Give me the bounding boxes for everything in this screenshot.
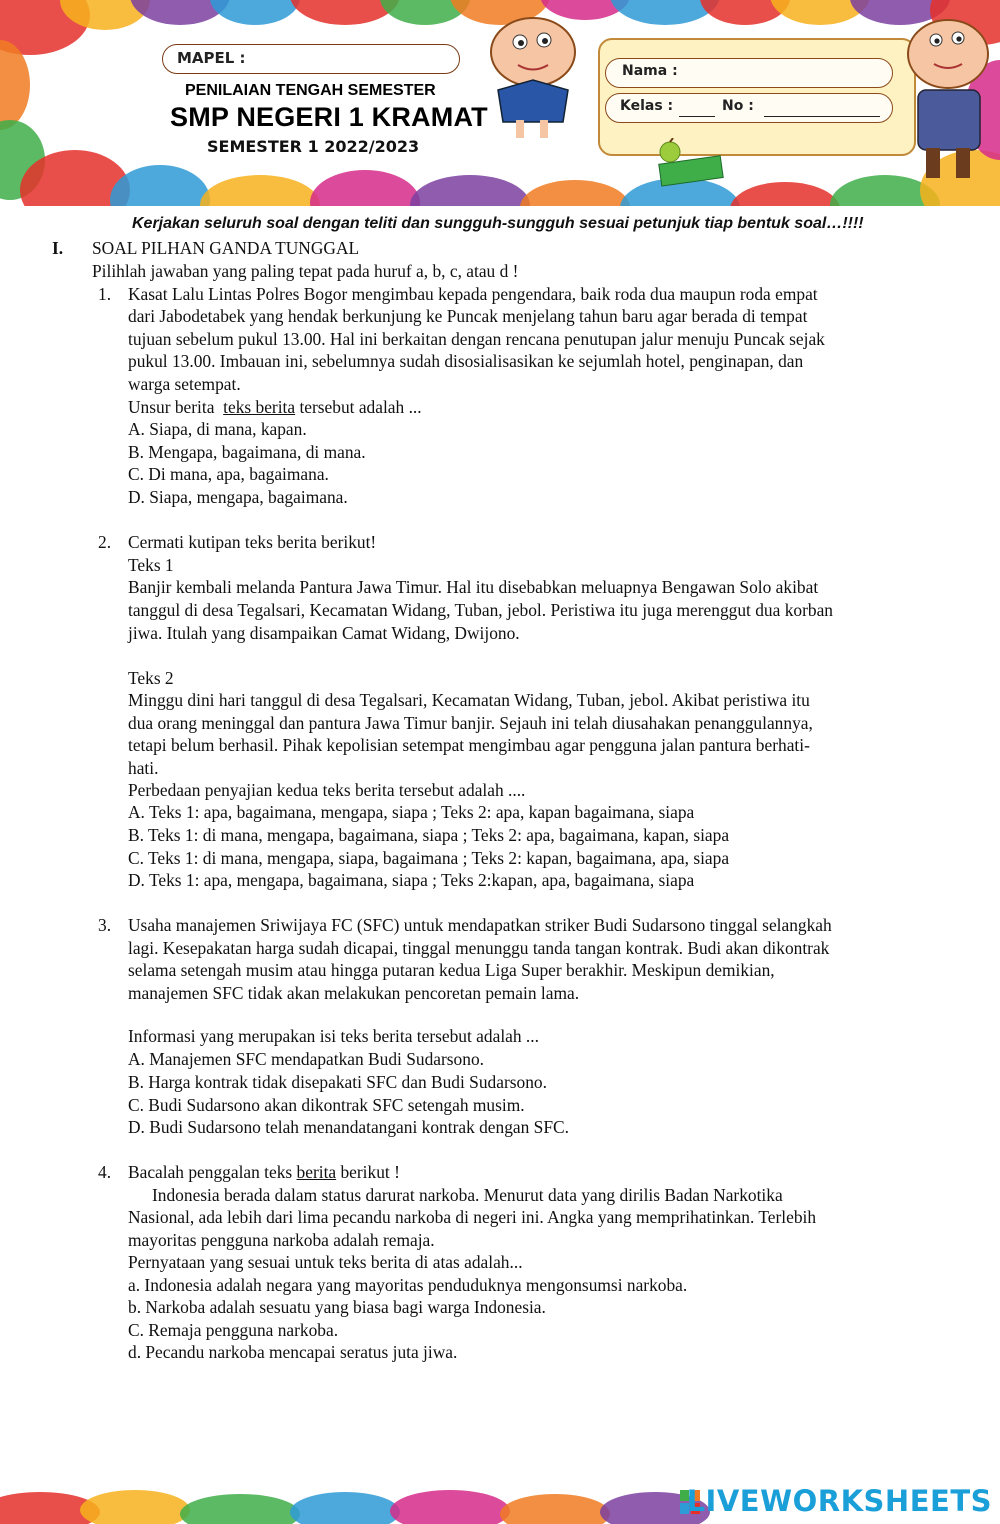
mapel-field[interactable] (162, 44, 460, 74)
answer-option-a[interactable]: A. Siapa, di mana, kapan. (128, 419, 307, 439)
question-prompt: Pernyataan yang sesuai untuk teks berita di atas adalah... (128, 1252, 523, 1272)
stem-text: Bacalah penggalan teks (128, 1162, 297, 1182)
section-intro: Pilihlah jawaban yang paling tepat pada huruf a, b, c, atau d ! (92, 261, 519, 281)
no-label: No : (722, 98, 754, 114)
no-blank[interactable] (764, 116, 880, 117)
passage-line: dua orang meninggal dan pantura Jawa Timur banjir. Sejauh ini telah diusahakan penanggulannya, (128, 713, 813, 733)
answer-option-c[interactable]: C. Remaja pengguna narkoba. (128, 1320, 339, 1340)
answer-option-a[interactable]: A. Manajemen SFC mendapatkan Budi Sudarsono. (128, 1049, 484, 1069)
worksheet-footer (0, 1462, 1000, 1524)
passage-line: Indonesia berada dalam status darurat narkoba. Menurut data yang dirilis Badan Narkotika (152, 1185, 783, 1205)
question-text-line: dari Jabodetabek yang hendak berkunjung ke Puncak menjelang tahun baru agar berada di tempat (128, 306, 808, 326)
question-number: 1. (98, 284, 112, 304)
question-text-line: Usaha manajemen Sriwijaya FC (SFC) untuk mendapatkan striker Budi Sudarsono tinggal selangkah (128, 915, 832, 935)
nama-field[interactable] (605, 58, 893, 88)
passage-line: Banjir kembali melanda Pantura Jawa Timur. Hal itu disebabkan meluapnya Bengawan Solo akibat (128, 577, 819, 597)
question-text-line: Kasat Lalu Lintas Polres Bogor mengimbau kepada pengendara, baik roda dua maupun roda empat (128, 284, 818, 304)
answer-option-d[interactable]: D. Budi Sudarsono telah menandatangani kontrak dengan SFC. (128, 1117, 569, 1137)
underlined-term: berita (296, 1162, 337, 1182)
answer-option-d[interactable]: d. Pecandu narkoba mencapai seratus juta jiwa. (128, 1342, 458, 1362)
question-stem: Cermati kutipan teks berita berikut! (128, 532, 377, 552)
kelas-blank[interactable] (679, 116, 715, 117)
school-name: SMP NEGERI 1 KRAMAT (170, 102, 488, 132)
answer-option-c[interactable]: C. Teks 1: di mana, mengapa, siapa, bagaimana ; Teks 2: kapan, bagaimana, apa, siapa (128, 848, 730, 868)
answer-option-c[interactable]: C. Di mana, apa, bagaimana. (128, 464, 329, 484)
question-text-line: tujuan sebelum pukul 13.00. Hal ini berkaitan dengan rencana penutupan jalur menuju Puncak sejak (128, 329, 825, 349)
question-text-line: manajemen SFC tidak akan melakukan pencoretan pemain lama. (128, 983, 580, 1003)
exam-title: PENILAIAN TENGAH SEMESTER (185, 82, 436, 99)
passage-line: tetapi belum berhasil. Pihak kepolisian setempat mengimbau agar pengguna jalan pantura berhati- (128, 735, 810, 755)
prompt-text: Unsur berita (128, 397, 224, 417)
answer-option-a[interactable]: a. Indonesia adalah negara yang mayoritas penduduknya mengonsumsi narkoba. (128, 1275, 688, 1295)
answer-option-b[interactable]: B. Teks 1: di mana, mengapa, bagaimana, siapa ; Teks 2: apa, bagaimana, kapan, siapa (128, 825, 730, 845)
passage-line: jiwa. Itulah yang disampaikan Camat Widang, Dwijono. (128, 623, 520, 643)
passage-line: Nasional, ada lebih dari lima pecandu narkoba di negeri ini. Angka yang memprihatinkan. Terlebih (128, 1207, 817, 1227)
question-number: 2. (98, 532, 112, 552)
question-prompt: Perbedaan penyajian kedua teks berita tersebut adalah .... (128, 780, 526, 800)
passage-line: Minggu dini hari tanggul di desa Tegalsari, Kecamatan Widang, Tuban, jebol. Akibat peristiwa itu (128, 690, 810, 710)
stem-text: berikut ! (336, 1162, 400, 1182)
cartoon-boy-icon (900, 12, 1000, 187)
teks2-label: Teks 2 (128, 668, 174, 688)
teks1-label: Teks 1 (128, 555, 174, 575)
passage-line: tanggul di desa Tegalsari, Kecamatan Widang, Tuban, jebol. Peristiwa itu juga merenggut dua korban (128, 600, 833, 620)
worksheet-header (0, 0, 1000, 206)
question-text-line: pukul 13.00. Imbauan ini, sebelumnya sudah disosialisasikan ke sejumlah hotel, penginapan, dan (128, 351, 804, 371)
semester-label: SEMESTER 1 2022/2023 (207, 137, 420, 156)
question-number: 4. (98, 1162, 112, 1182)
question-text-line: lagi. Kesepakatan harga sudah dicapai, tinggal menunggu tanda tangan kontrak. Budi akan dikontrak (128, 938, 830, 958)
liveworksheets-logo[interactable]: LIVEWORKSHEETS (686, 1484, 992, 1518)
section-title: SOAL PILHAN GANDA TUNGGAL (92, 238, 360, 258)
answer-option-b[interactable]: B. Harga kontrak tidak disepakati SFC dan Budi Sudarsono. (128, 1072, 547, 1092)
general-instruction: Kerjakan seluruh soal dengan teliti dan sungguh-sungguh sesuai petunjuk tiap bentuk soal…!!!! (132, 215, 864, 232)
apple-books-icon (640, 138, 730, 193)
passage-line: mayoritas pengguna narkoba adalah remaja. (128, 1230, 435, 1250)
passage-line: hati. (128, 758, 159, 778)
kelas-label: Kelas : (620, 98, 674, 114)
nama-label: Nama : (622, 63, 678, 79)
answer-option-c[interactable]: C. Budi Sudarsono akan dikontrak SFC setengah musim. (128, 1095, 525, 1115)
cartoon-girl-icon (478, 10, 588, 140)
prompt-text: tersebut adalah ... (295, 397, 422, 417)
mapel-label: MAPEL : (177, 49, 246, 67)
question-text-line: warga setempat. (128, 374, 241, 394)
question-stem (128, 1161, 400, 1184)
question-prompt (128, 396, 422, 419)
kelas-no-field[interactable] (605, 93, 893, 123)
answer-option-a[interactable]: A. Teks 1: apa, bagaimana, mengapa, siapa ; Teks 2: apa, kapan bagaimana, siapa (128, 802, 695, 822)
answer-option-b[interactable]: b. Narkoba adalah sesuatu yang biasa bagi warga Indonesia. (128, 1297, 546, 1317)
underlined-term: teks berita (223, 397, 296, 417)
question-number: 3. (98, 915, 112, 935)
answer-option-b[interactable]: B. Mengapa, bagaimana, di mana. (128, 442, 366, 462)
question-text-line: selama setengah musim atau hingga putaran kedua Liga Super berakhir. Meskipun demikian, (128, 960, 775, 980)
answer-option-d[interactable]: D. Teks 1: apa, mengapa, bagaimana, siapa ; Teks 2:kapan, apa, bagaimana, siapa (128, 870, 695, 890)
question-prompt: Informasi yang merupakan isi teks berita tersebut adalah ... (128, 1026, 539, 1046)
section-numeral: I. (52, 238, 64, 258)
answer-option-d[interactable]: D. Siapa, mengapa, bagaimana. (128, 487, 348, 507)
